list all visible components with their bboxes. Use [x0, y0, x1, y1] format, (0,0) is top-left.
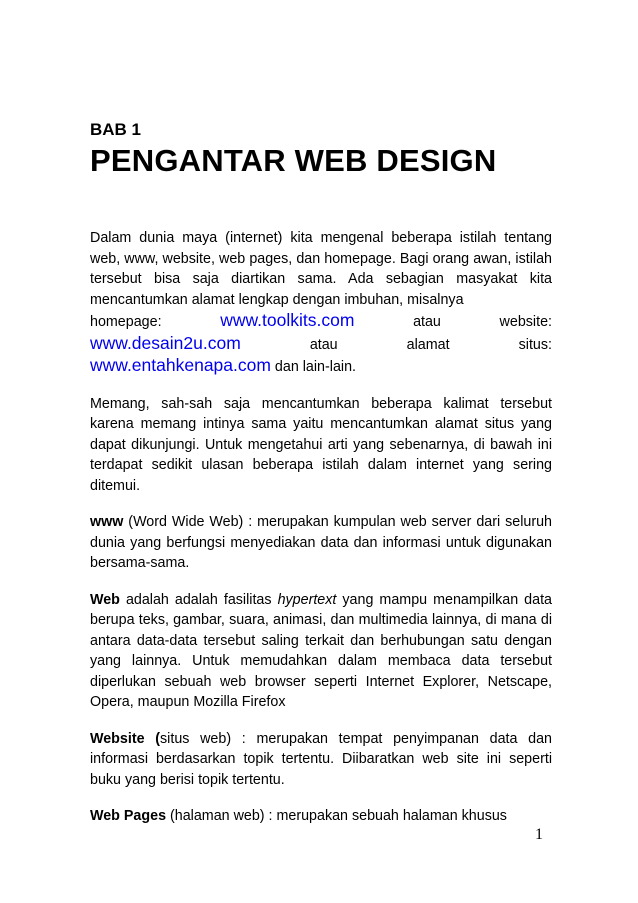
alamat-text: alamat [406, 336, 450, 353]
website-label: website: [499, 314, 552, 330]
page-number: 1 [535, 826, 543, 843]
paragraph-webpages [90, 806, 552, 827]
intro-line-desain [90, 333, 552, 356]
hypertext-italic: hypertext [277, 591, 337, 608]
chapter-title: PENGANTAR WEB DESIGN [90, 143, 497, 178]
web-definition: yang mampu menampilkan data berupa teks, gambar, suara, animasi, dan multimedia lainnya, di mana di antara data-data tersebut saling terkait dan berhubungan satu dengan yang lainnya. Untuk memudahkan dalam membaca data tersebut diperlukan sebuah web browser seperti Internet Explorer, Netscape, Opera, maupun Mozilla Firefox [90, 591, 552, 710]
situs-label: situs: [518, 336, 552, 353]
web-definition-pre: adalah adalah fasilitas [119, 591, 278, 608]
intro-line-homepage [90, 310, 552, 333]
paragraph-intro [90, 228, 552, 378]
atau-text: atau [309, 336, 338, 353]
www-definition: (Word Wide Web) : merupakan kumpulan web server dari seluruh dunia yang berfungsi menyediakan data dan informasi untuk digunakan bersama-sama. [90, 514, 552, 571]
atau-text: atau [413, 314, 441, 330]
term-webpages: Web Pages [90, 808, 167, 824]
paragraph-www [90, 512, 552, 574]
intro-text: Dalam dunia maya (internet) kita mengenal beberapa istilah tentang web, www, website, web pages, dan homepage. Bagi orang awan, istilah tersebut bisa saja diartikan sama. Ada sebagian masyakat kita mencantumkan alamat lengkap dengan imbuhan, misalnya [90, 230, 552, 308]
term-website: Website ( [90, 730, 161, 747]
paragraph-web [90, 590, 552, 713]
chapter-label: BAB 1 [90, 120, 142, 139]
document-page [90, 120, 552, 827]
paragraph-website [90, 729, 552, 791]
link-toolkits[interactable]: www.toolkits.com [220, 310, 355, 330]
link-desain2u[interactable]: www.desain2u.com [90, 332, 241, 353]
website-definition: situs web) : merupakan tempat penyimpanan data dan informasi berdasarkan topik tertentu. Diibaratkan web site ini seperti buku yang berisi topik tertentu. [90, 730, 552, 788]
term-web: Web [90, 591, 120, 608]
link-entahkenapa[interactable]: www.entahkenapa.com [90, 355, 271, 375]
homepage-label: homepage: [90, 314, 162, 330]
term-www: www [90, 514, 124, 530]
intro-tail: dan lain-lain. [270, 359, 356, 375]
webpages-definition: (halaman web) : merupakan sebuah halaman khusus [166, 808, 507, 824]
paragraph-memang: Memang, sah-sah saja mencantumkan beberapa kalimat tersebut karena memang intinya sama yaitu mencantumkan alamat situs yang dapat dikunjungi. Untuk mengetahui arti yang sebenarnya, di bawah ini terdapat sedikit ulasan beberapa istilah dalam internet yang sering ditemui. [90, 395, 552, 494]
